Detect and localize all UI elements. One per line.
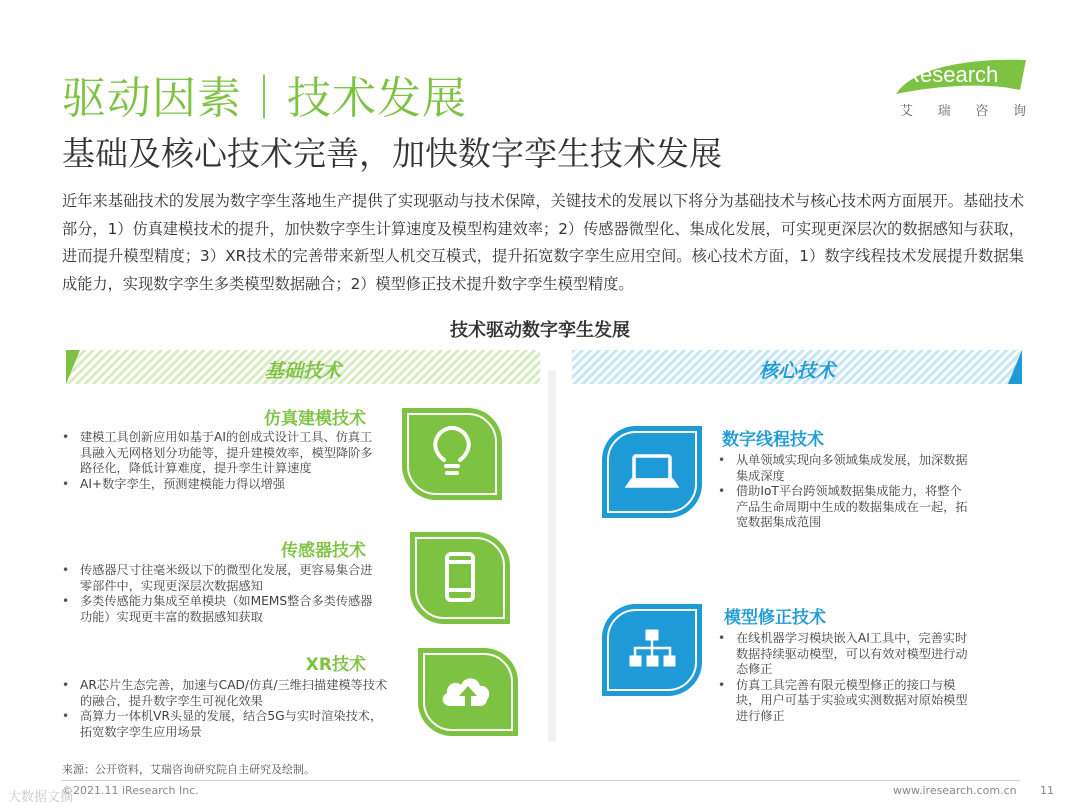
xr-bullets	[60, 678, 390, 740]
watermark: 大数据文摘	[8, 790, 74, 805]
smartphone-leaf	[406, 528, 514, 628]
core-tech-band	[572, 350, 1022, 384]
list-item: • 仿真工具完善有限元模型修正的接口与模块，用户可基于实验或实测数据对原始模型进行修正	[716, 678, 972, 725]
footer-divider	[62, 780, 1020, 781]
page-subtitle: 基础及核心技术完善，加快数字孪生技术发展	[62, 134, 722, 173]
simulation-bullets	[60, 430, 380, 492]
lightbulb-leaf	[398, 404, 506, 504]
basic-tech-band	[66, 350, 540, 384]
list-item: • 传感器尺寸往毫米级以下的微型化发展，更容易集合进零部件中，实现更深层次数据感知	[60, 563, 380, 594]
logo-i: i	[898, 62, 905, 87]
list-item: • AI+数字孪生，预测建模能力得以增强	[60, 477, 380, 493]
intro-paragraph: 近年来基础技术的发展为数字孪生落地生产提供了实现驱动与技术保障，关键技术的发展以下将分为基础技术与核心技术两方面展开。基础技术部分，1）仿真建模技术的提升，加快数字孪生计算速度及模型构建效率；2）传感器微型化、集成化发展，可实现更深层次的数据感知与获取，进而提升模型精度；3）XR技术的完善带来新型人机交互模式，提升拓宽数字孪生应用空间。核心技术方面，1）数字线程技术发展提升数据集成能力，实现数字孪生多类模型数据融合；2）模型修正技术提升数字孪生模型精度。	[62, 192, 1024, 293]
list-item: • 借助IoT平台跨领域数据集成能力，将整个产品生命周期中生成的数据集成在一起，拓宽数据集成范围	[716, 484, 972, 531]
cloud-leaf	[414, 644, 522, 740]
footer-url: www.iresearch.com.cn	[893, 784, 1017, 797]
hierarchy-leaf	[598, 600, 706, 700]
logo-wordmark	[898, 62, 998, 88]
digital-thread-bullets	[716, 453, 972, 531]
section-title-sensor: 传感器技术	[281, 541, 366, 561]
sensor-bullets	[60, 563, 380, 625]
logo-cn-char: 咨	[975, 104, 989, 119]
section-title-xr: XR技术	[305, 655, 366, 675]
diagram-title: 技术驱动数字孪生发展	[450, 320, 630, 341]
laptop-leaf	[598, 422, 706, 522]
section-title-model-correction: 模型修正技术	[724, 608, 826, 628]
logo-cn-char: 瑞	[937, 104, 951, 119]
basic-tech-label: 基础技术	[264, 360, 341, 382]
model-correction-bullets	[716, 631, 972, 724]
iresearch-logo	[892, 56, 1032, 120]
page-number: 11	[1040, 784, 1054, 797]
section-title-simulation: 仿真建模技术	[264, 409, 366, 429]
section-title-digital-thread: 数字线程技术	[722, 430, 824, 450]
logo-research: Research	[904, 62, 999, 87]
logo-chinese	[900, 100, 1026, 119]
source-note: 来源：公开资料，艾瑞咨询研究院自主研究及绘制。	[62, 763, 315, 776]
list-item: • 在线机器学习模块嵌入AI工具中，完善实时数据持续驱动模型，可以有效对模型进行动态修正	[716, 631, 972, 678]
logo-cn-char: 艾	[900, 104, 914, 119]
list-item: • 建模工具创新应用如基于AI的创成式设计工具、仿真工具融入无网格划分功能等，提升建模效率，模型降阶多路径化，降低计算难度，提升孪生计算速度	[60, 430, 380, 477]
page-title: 驱动因素｜技术发展	[62, 73, 467, 124]
list-item: • AR芯片生态完善，加速与CAD/仿真/三维扫描建模等技术的融合，提升数字孪生可视化效果	[60, 678, 390, 709]
list-item: • 高算力一体机VR头显的发展，结合5G与实时渲染技术，拓宽数字孪生应用场景	[60, 709, 390, 740]
list-item: • 多类传感能力集成至单模块（如MEMS整合多类传感器功能）实现更丰富的数据感知获取	[60, 594, 380, 625]
copyright: ©2021.11 iResearch Inc.	[62, 784, 199, 797]
column-divider	[548, 370, 556, 742]
list-item: • 从单领域实现向多领域集成发展，加深数据集成深度	[716, 453, 972, 484]
logo-cn-char: 询	[1012, 104, 1026, 119]
core-tech-label: 核心技术	[758, 360, 835, 382]
